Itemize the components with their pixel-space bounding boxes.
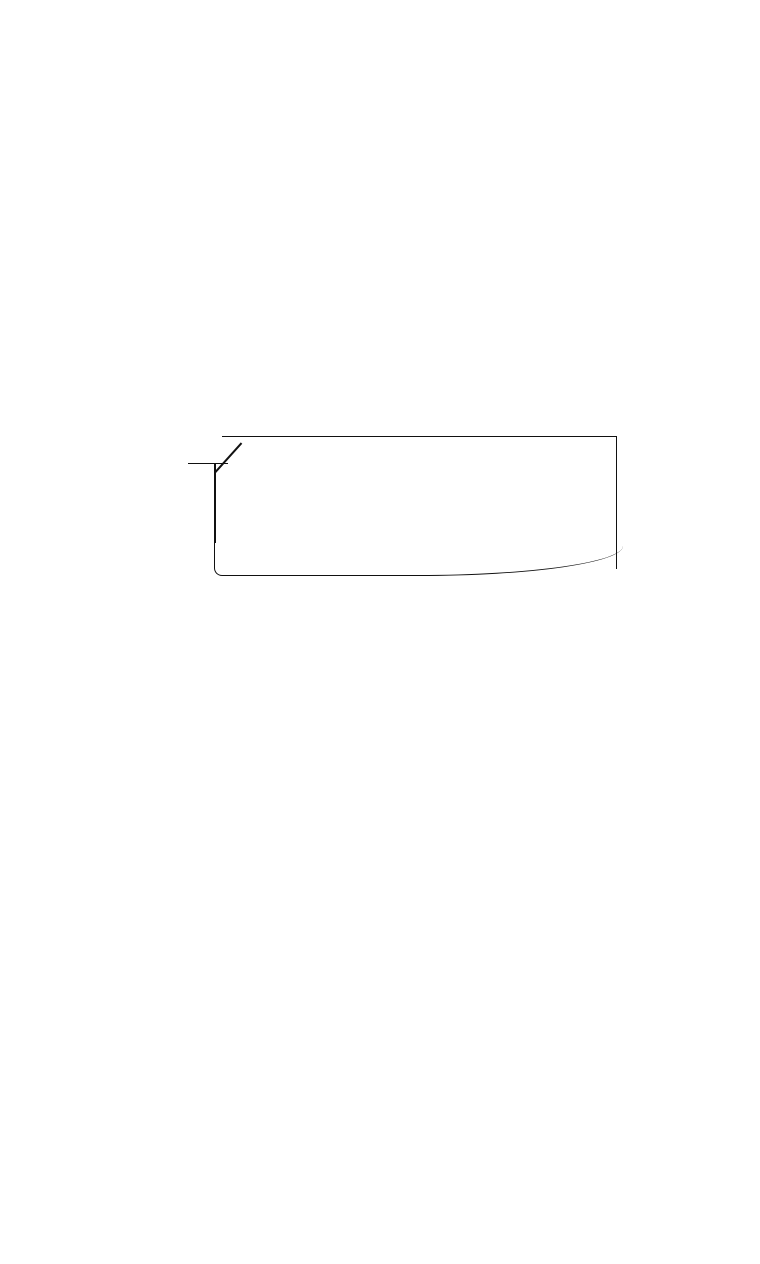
- folded-corner-mark: [214, 442, 242, 473]
- answer-sheet-example: [222, 436, 617, 569]
